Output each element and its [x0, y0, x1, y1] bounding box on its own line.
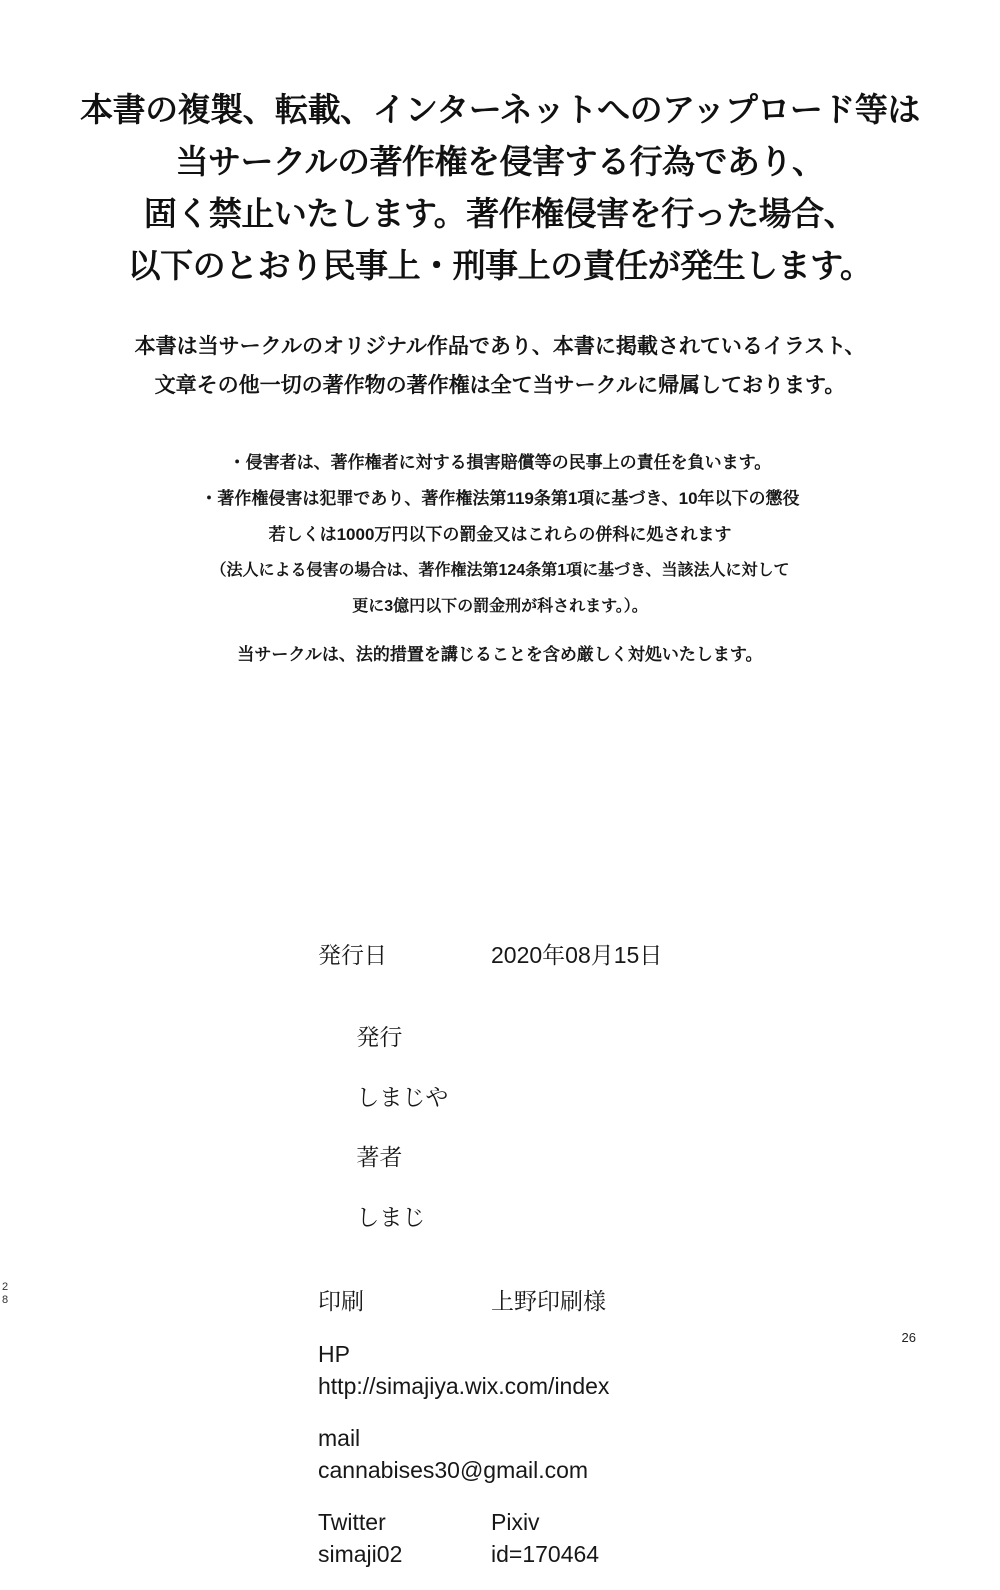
page-number-left: [2, 1281, 8, 1307]
detail-line-5: 更に3億円以下の罰金刑が科されます。）。: [352, 598, 648, 615]
colophon-social-block: [318, 1506, 662, 1570]
subtext-line-1: 本書は当サークルのオリジナル作品であり、本書に掲載されているイラスト、: [134, 335, 866, 358]
colophon-hp-block: [318, 1338, 662, 1402]
subtext-line-2: 文章その他一切の著作物の著作権は全て当サークルに帰属しております。: [154, 374, 846, 397]
publisher-label: 発行: [356, 1024, 403, 1050]
colophon-publisher-row: [318, 992, 662, 1262]
colophon-mail-block: [318, 1422, 662, 1486]
pixiv-id[interactable]: id=170464: [491, 1541, 600, 1567]
publish-date-label: 発行日: [318, 942, 387, 968]
author-value: しまじ: [356, 1204, 426, 1230]
detail-line-6: 当サークルは、法的措置を講じることを含め厳しく対処いたします。: [237, 645, 763, 664]
headline-line-1: 本書の複製、転載、インターネットへのアップロード等は: [80, 91, 920, 128]
headline-line-4: 以下のとおり民事上・刑事上の責任が発生します。: [127, 247, 873, 284]
publish-date-value: 2020年08月15日: [491, 942, 663, 968]
social-values-row: [318, 1538, 662, 1570]
twitter-label: Twitter: [318, 1509, 386, 1535]
colophon: [318, 940, 662, 1590]
page-number-right: 26: [901, 1330, 916, 1345]
mail-label: mail: [318, 1425, 361, 1451]
author-label: 著者: [356, 1144, 403, 1170]
print-value: 上野印刷様: [491, 1288, 606, 1314]
hp-label: HP: [318, 1341, 350, 1367]
print-label: 印刷: [318, 1288, 364, 1314]
copyright-notice-subtext: [0, 327, 1000, 405]
detail-line-4: （法人による侵害の場合は、著作権法第124条第1項に基づき、当該法人に対して: [210, 562, 790, 579]
headline-line-2: 当サークルの著作権を侵害する行為であり、: [175, 143, 825, 180]
hp-url[interactable]: http://simajiya.wix.com/index: [318, 1373, 610, 1399]
page-number-left-top: 2: [2, 1281, 9, 1293]
copyright-notice-headline: [0, 84, 1000, 292]
detail-line-2: ・著作権侵害は犯罪であり、著作権法第119条第1項に基づき、10年以下の懲役: [200, 489, 800, 508]
copyright-notice-details: [0, 445, 1000, 673]
twitter-handle[interactable]: simaji02: [318, 1541, 403, 1567]
social-labels-row: [318, 1506, 662, 1538]
colophon-publish-date-row: [318, 940, 662, 970]
pixiv-label: Pixiv: [491, 1509, 540, 1535]
colophon-print-row: [318, 1286, 662, 1316]
detail-line-1: ・侵害者は、著作権者に対する損害賠償等の民事上の責任を負います。: [228, 453, 772, 472]
headline-line-3: 固く禁止いたします。著作権侵害を行った場合、: [143, 195, 857, 232]
page-number-left-bottom: 8: [2, 1294, 9, 1306]
detail-line-3: 若しくは1000万円以下の罰金又はこれらの併科に処されます: [268, 525, 732, 544]
mail-address[interactable]: cannabises30@gmail.com: [318, 1457, 589, 1483]
publisher-value: しまじや: [356, 1084, 449, 1110]
